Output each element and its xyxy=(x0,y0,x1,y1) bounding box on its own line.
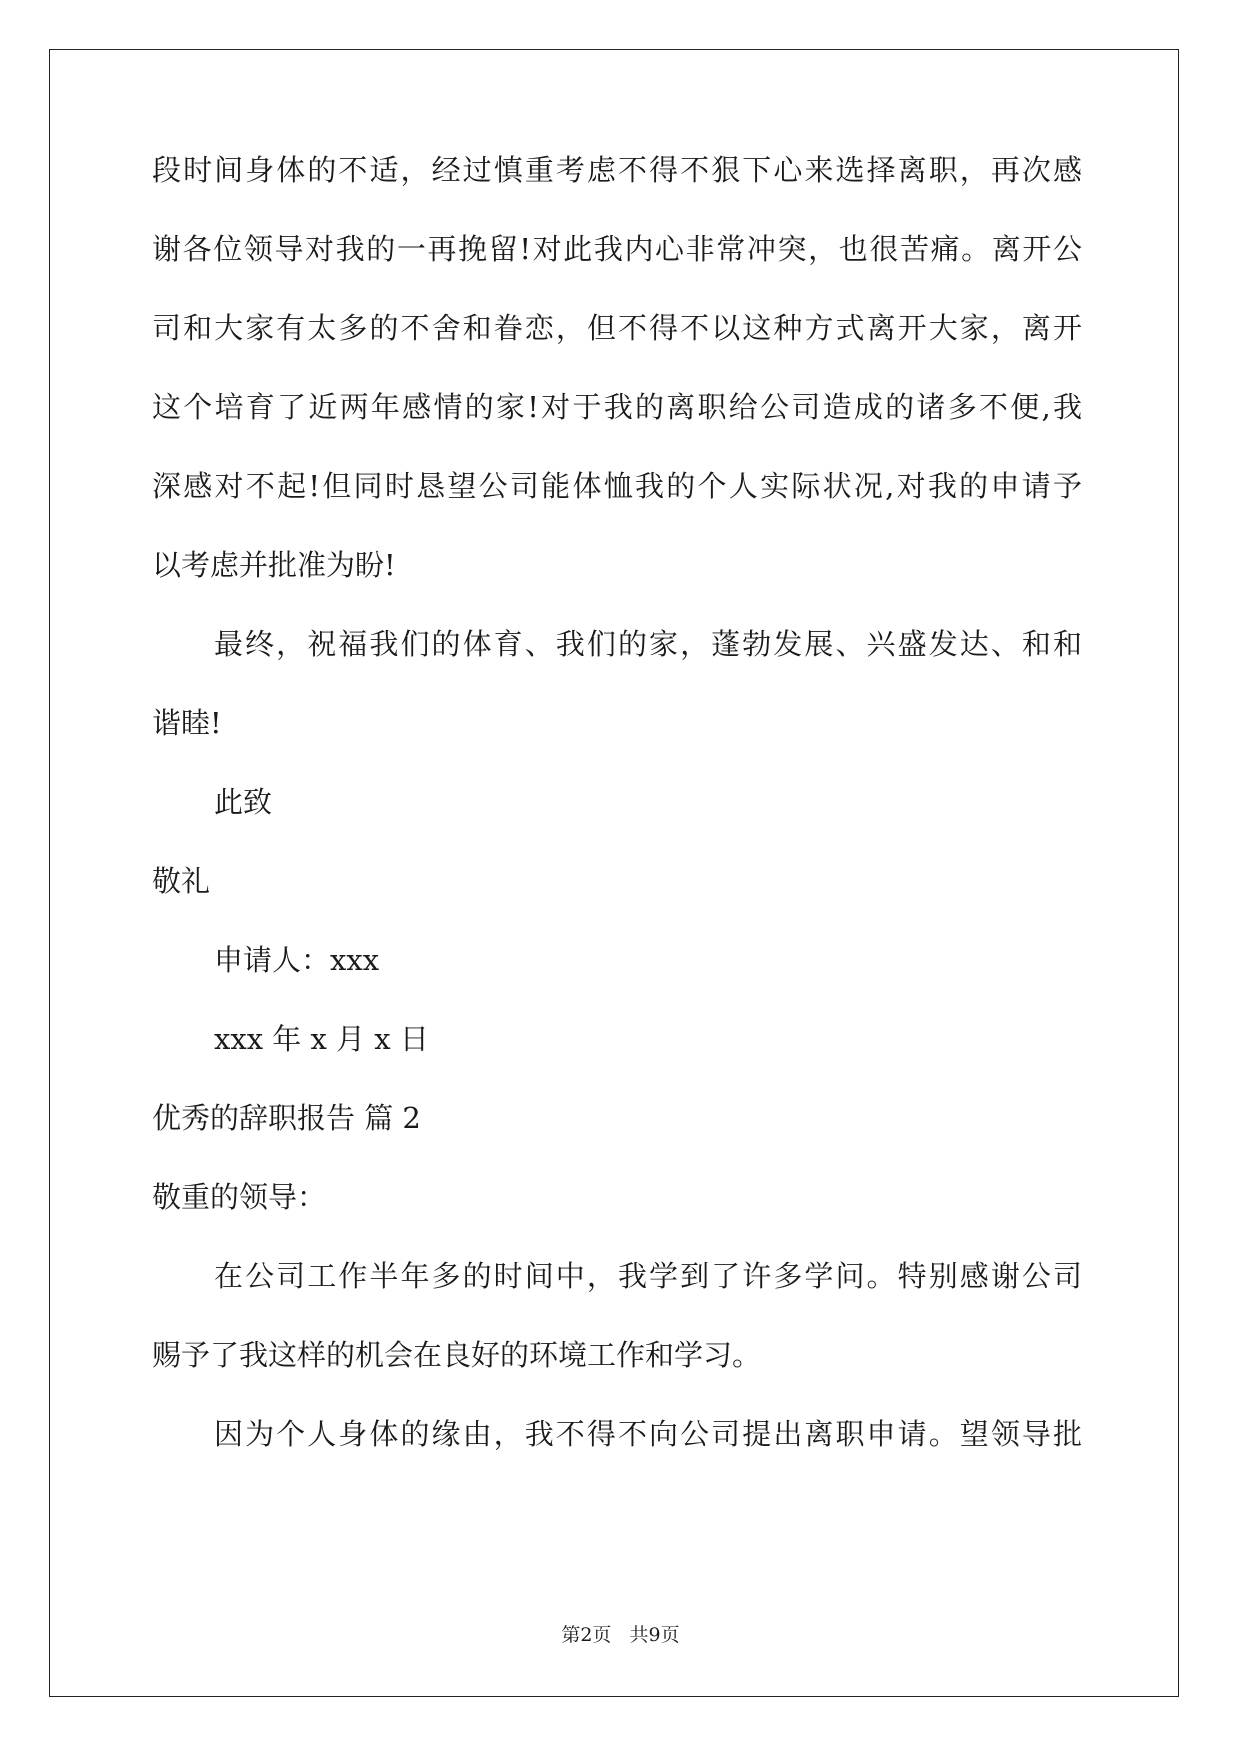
paragraph-line: 深感对不起!但同时恳望公司能体恤我的个人实际状况,对我的申请予 xyxy=(152,469,1082,503)
paragraph-line: 谢各位领导对我的一再挽留!对此我内心非常冲突，也很苦痛。离开公 xyxy=(152,232,1082,266)
paragraph-line: 段时间身体的不适，经过慎重考虑不得不狠下心来选择离职，再次感 xyxy=(152,153,1082,187)
paragraph-line: 以考虑并批准为盼! xyxy=(152,548,396,582)
letter-greeting: 敬重的领导： xyxy=(152,1180,327,1214)
closing-regards: 敬礼 xyxy=(152,864,211,898)
signature-date: xxx 年 x 月 x 日 xyxy=(214,1022,429,1056)
paragraph-line: 司和大家有太多的不舍和眷恋，但不得不以这种方式离开大家，离开 xyxy=(152,311,1082,345)
paragraph-line: 谐睦! xyxy=(152,706,222,740)
page-number-footer: 第2页 共9页 xyxy=(561,1624,680,1646)
applicant-signature: 申请人：xxx xyxy=(214,943,380,977)
paragraph-line: 最终，祝福我们的体育、我们的家，蓬勃发展、兴盛发达、和和 xyxy=(214,627,1082,661)
paragraph-line: 在公司工作半年多的时间中，我学到了许多学问。特别感谢公司 xyxy=(214,1259,1082,1293)
paragraph-line: 因为个人身体的缘由，我不得不向公司提出离职申请。望领导批 xyxy=(214,1417,1082,1451)
paragraph-line: 赐予了我这样的机会在良好的环境工作和学习。 xyxy=(152,1338,762,1372)
closing-salutation: 此致 xyxy=(214,785,273,819)
paragraph-line: 这个培育了近两年感情的家!对于我的离职给公司造成的诸多不便,我 xyxy=(152,390,1082,424)
section-title: 优秀的辞职报告 篇 2 xyxy=(152,1101,421,1135)
